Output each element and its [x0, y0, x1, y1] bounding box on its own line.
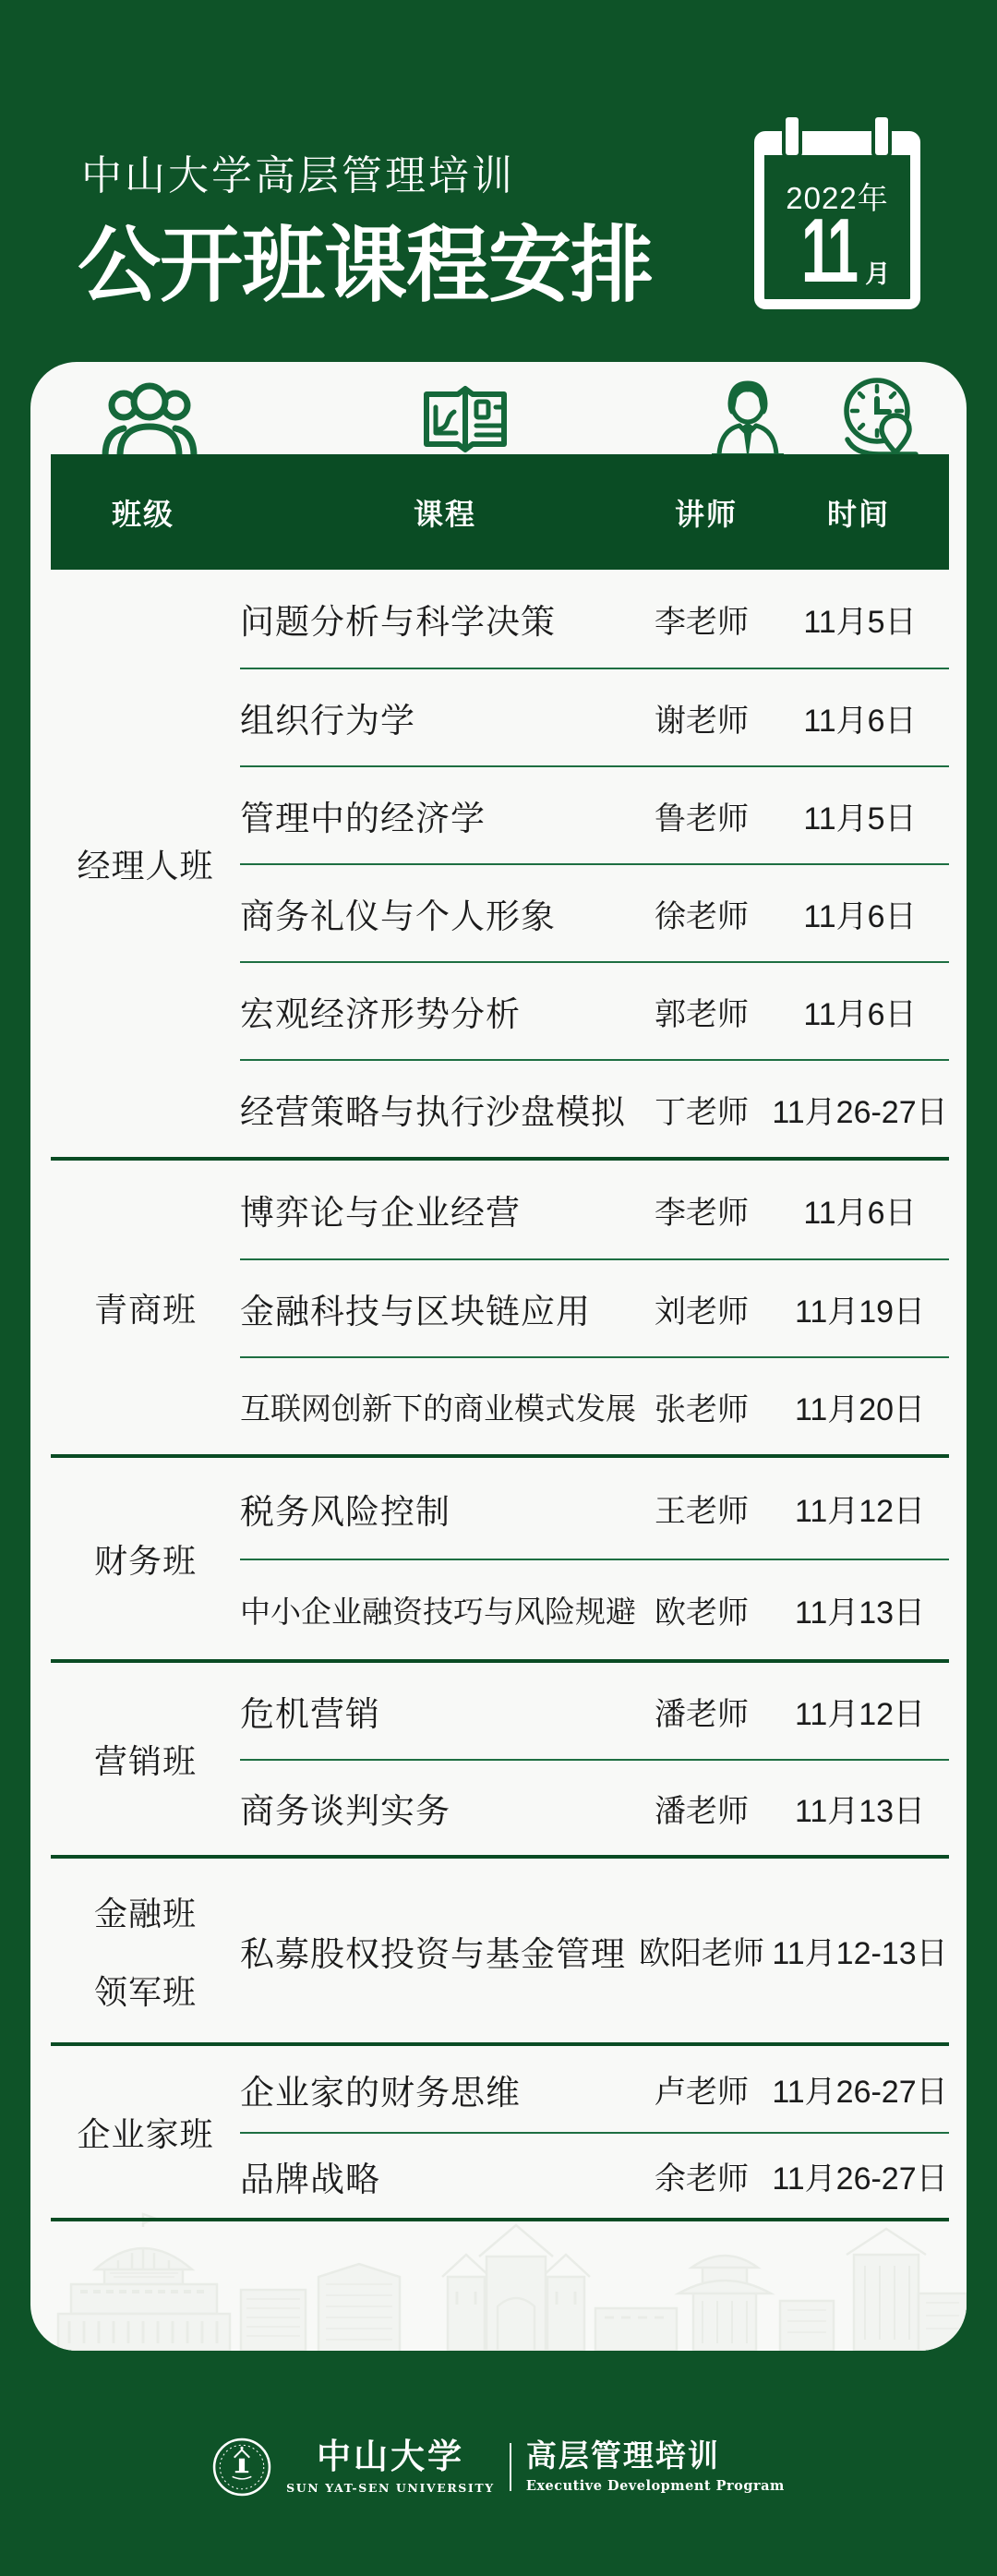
- course-date: 11月12-13日: [772, 1936, 948, 1971]
- class-group: [51, 1855, 949, 2042]
- course-name: 商务谈判实务: [240, 1792, 450, 1830]
- course-date: 11月6日: [803, 703, 917, 739]
- class-label-line: 企业家班: [77, 2114, 214, 2153]
- group-rows: [240, 570, 949, 1157]
- course-row: [240, 1859, 949, 2042]
- course-name: 品牌战略: [240, 2160, 380, 2198]
- calendar-ring-left: [786, 117, 799, 155]
- footer-divider: [510, 2443, 511, 2491]
- column-header-teacher: 讲师: [674, 497, 739, 531]
- clock-location-icon: [838, 373, 919, 458]
- course-row: [240, 765, 949, 863]
- course-name: 经营策略与执行沙盘模拟: [240, 1093, 626, 1131]
- class-label-line: 领军班: [93, 1972, 197, 2011]
- column-header-class: 班级: [111, 497, 175, 531]
- teacher-name: 潘老师: [655, 1793, 749, 1829]
- course-name: 问题分析与科学决策: [240, 603, 556, 641]
- group-rows: [240, 1663, 949, 1855]
- group-icon: [102, 377, 198, 458]
- class-group: [51, 570, 949, 1157]
- class-label-line: 营销班: [93, 1741, 197, 1780]
- schedule-card: [30, 362, 967, 2351]
- course-row: [240, 961, 949, 1059]
- calendar-month-row: [754, 199, 920, 301]
- teacher-name: 潘老师: [655, 1696, 749, 1732]
- teacher-name: 张老师: [655, 1391, 749, 1427]
- teacher-name: 丁老师: [655, 1094, 749, 1130]
- course-date: 11月20日: [794, 1391, 926, 1427]
- course-date: 11月19日: [794, 1294, 926, 1330]
- calendar-year: 2022年: [786, 181, 889, 215]
- course-row: [240, 1458, 949, 1559]
- class-group: [51, 1454, 949, 1659]
- course-row: [240, 1559, 949, 1659]
- course-date: 11月12日: [794, 1696, 926, 1732]
- calendar-icon: [754, 117, 920, 309]
- course-row: [240, 668, 949, 765]
- program-name: 高层管理培训: [525, 2438, 720, 2474]
- group-rows: [240, 1859, 949, 2042]
- teacher-name: 李老师: [655, 1195, 749, 1231]
- teacher-name: 郭老师: [655, 996, 749, 1032]
- course-name: 商务礼仪与个人形象: [240, 897, 556, 935]
- column-header-course: 课程: [413, 497, 477, 531]
- class-label: [51, 2046, 240, 2218]
- course-date: 11月6日: [803, 898, 917, 934]
- course-date: 11月26-27日: [772, 2161, 948, 2197]
- teacher-name: 李老师: [655, 604, 749, 640]
- column-header-time: 时间: [826, 497, 891, 531]
- university-block: [286, 2436, 495, 2495]
- teacher-name: 鲁老师: [655, 800, 749, 837]
- program-block: [526, 2440, 785, 2494]
- course-date: 11月13日: [794, 1595, 926, 1631]
- class-label: [51, 1663, 240, 1855]
- course-name: 管理中的经济学: [240, 800, 486, 837]
- teacher-name: 欧阳老师: [639, 1936, 764, 1971]
- class-group: [51, 2042, 949, 2218]
- calendar-month: 11: [800, 199, 857, 301]
- course-name: 组织行为学: [240, 702, 415, 740]
- course-date: 11月6日: [803, 1195, 917, 1231]
- class-label: [51, 1458, 240, 1659]
- teacher-name: 余老师: [655, 2161, 749, 2197]
- course-date: 11月5日: [803, 604, 917, 640]
- course-date: 11月12日: [794, 1494, 926, 1529]
- course-name: 企业家的财务思维: [240, 2073, 521, 2112]
- campus-skyline: [30, 2203, 967, 2351]
- course-date: 11月26-27日: [772, 2075, 948, 2110]
- teacher-name: 卢老师: [655, 2075, 749, 2110]
- header-subtitle: 中山大学高层管理培训: [81, 153, 515, 199]
- page-title: 公开班课程安排: [78, 220, 653, 312]
- class-label-line: 经理人班: [77, 846, 214, 885]
- group-rows: [240, 1458, 949, 1659]
- course-name: 互联网创新下的商业模式发展: [240, 1390, 636, 1426]
- course-name: 中小企业融资技巧与风险规避: [240, 1595, 636, 1629]
- footer: [0, 2438, 997, 2497]
- course-name: 宏观经济形势分析: [240, 995, 521, 1033]
- course-date: 11月6日: [803, 996, 917, 1032]
- calendar-month-unit: 月: [865, 260, 891, 289]
- course-name: 博弈论与企业经营: [240, 1194, 521, 1232]
- teacher-name: 徐老师: [655, 898, 749, 934]
- program-name-en: Executive Development Program: [525, 2478, 785, 2494]
- course-name: 税务风险控制: [240, 1492, 450, 1531]
- teacher-name: 谢老师: [655, 703, 749, 739]
- group-rows: [240, 2046, 949, 2218]
- course-name: 私募股权投资与基金管理: [240, 1934, 626, 1973]
- class-label-line: 青商班: [93, 1290, 197, 1329]
- course-row: [240, 1356, 949, 1454]
- class-label-line: 金融班: [93, 1894, 197, 1932]
- course-row: [240, 863, 949, 961]
- course-table: [51, 570, 949, 2221]
- course-name: 金融科技与区块链应用: [240, 1293, 591, 1330]
- teacher-name: 王老师: [655, 1494, 749, 1529]
- course-row: [240, 1258, 949, 1356]
- class-label-line: 财务班: [93, 1541, 197, 1580]
- class-label: [51, 570, 240, 1157]
- course-row: [240, 2046, 949, 2132]
- table-header-row: [51, 454, 949, 570]
- university-name-en: SUN YAT-SEN UNIVERSITY: [286, 2481, 495, 2495]
- calendar-ring-right: [875, 117, 888, 155]
- course-name: 危机营销: [240, 1695, 380, 1733]
- course-date: 11月13日: [794, 1793, 926, 1829]
- university-seal-icon: [212, 2438, 271, 2497]
- course-row: [240, 1161, 949, 1258]
- university-name: 中山大学: [316, 2436, 464, 2476]
- teacher-icon: [712, 379, 784, 456]
- course-date: 11月5日: [803, 800, 917, 837]
- teacher-name: 刘老师: [655, 1294, 749, 1330]
- course-row: [240, 1059, 949, 1157]
- course-row: [240, 2132, 949, 2218]
- class-label: [51, 1161, 240, 1454]
- class-group: [51, 1157, 949, 1454]
- course-row: [240, 1759, 949, 1855]
- course-date: 11月26-27日: [772, 1094, 948, 1130]
- open-book-chart-icon: [419, 379, 511, 455]
- teacher-name: 欧老师: [655, 1595, 749, 1631]
- course-row: [240, 1663, 949, 1759]
- class-group: [51, 1659, 949, 1855]
- course-row: [240, 570, 949, 668]
- group-rows: [240, 1161, 949, 1454]
- class-label: [51, 1859, 240, 2042]
